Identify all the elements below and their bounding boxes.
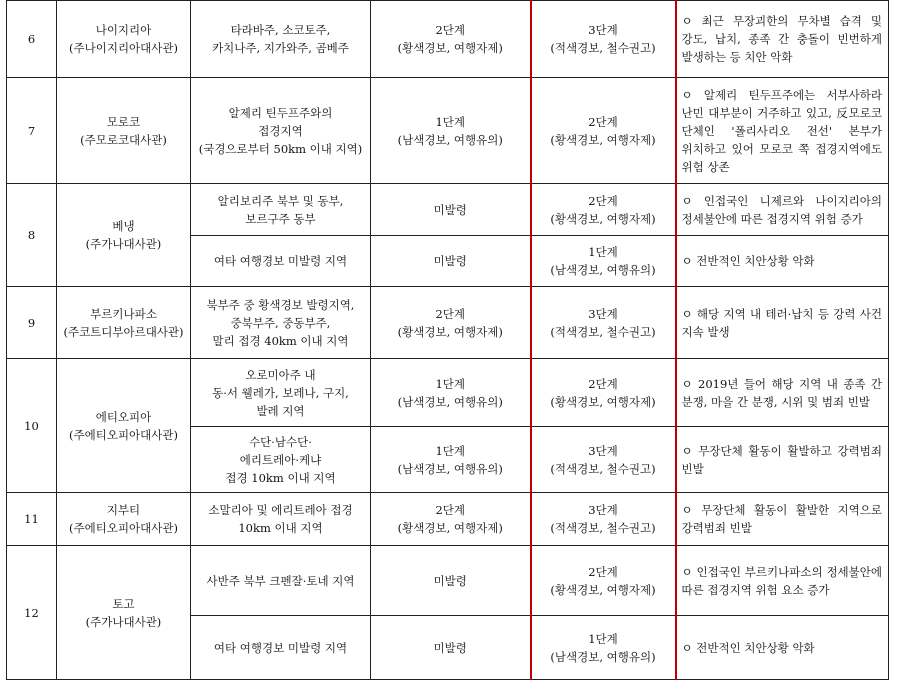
region-line: 북부주 중 황색경보 발령지역, xyxy=(206,297,355,312)
adjusted-level-cell xyxy=(531,1,676,78)
row-number: 10 xyxy=(24,418,39,433)
current-level-cell xyxy=(371,359,531,427)
reason-cell xyxy=(676,493,889,546)
region-line: 수단·남수단· xyxy=(249,434,312,449)
row-number-cell xyxy=(7,1,57,78)
adjusted-level-detail: (황색경보, 여행자제) xyxy=(550,582,656,597)
adjusted-level-detail: (황색경보, 여행자제) xyxy=(550,211,656,226)
current-level-detail: (남색경보, 여행유의) xyxy=(397,132,503,147)
row-number: 12 xyxy=(24,605,39,620)
country-name: 베냉 xyxy=(112,219,135,233)
table-row xyxy=(7,1,889,78)
country-name: 모로코 xyxy=(106,114,141,129)
region-line: 중북부주, 중동부주, xyxy=(230,315,331,330)
region-line: 알리보리주 북부 및 동부, xyxy=(217,193,344,208)
country-cell xyxy=(57,359,191,493)
adjusted-level-cell xyxy=(531,78,676,184)
reason-text: ㅇ 전반적인 치안상황 악화 xyxy=(681,254,815,268)
adjusted-level-cell xyxy=(531,184,676,236)
embassy-name: (주에티오피아대사관) xyxy=(69,521,178,535)
reason-text: ㅇ 무장단체 활동이 활발하고 강력범죄 빈발 xyxy=(681,443,882,476)
current-level-cell xyxy=(371,493,531,546)
region-line: 소말리아 및 에리트레아 접경 xyxy=(208,503,353,517)
reason-cell xyxy=(676,287,889,359)
current-level-detail: (황색경보, 여행자제) xyxy=(397,41,503,55)
adjusted-level: 2단계 xyxy=(588,193,618,208)
current-level: 1단계 xyxy=(435,114,466,129)
reason-text: ㅇ 최근 무장괴한의 무차별 습격 및 강도, 납치, 종족 간 충돌이 빈번하게 발생하는 등 치안 악화 xyxy=(681,14,882,64)
reason-cell xyxy=(676,236,889,287)
country-name: 토고 xyxy=(112,596,135,611)
reason-cell xyxy=(676,546,889,616)
current-level: 미발령 xyxy=(433,202,467,217)
table-row xyxy=(7,184,889,236)
row-number-cell xyxy=(7,184,57,287)
region-line: 보르구주 동부 xyxy=(245,211,316,226)
current-level: 미발령 xyxy=(433,640,467,655)
adjusted-level-detail: (남색경보, 여행유의) xyxy=(550,649,656,664)
country-cell xyxy=(57,78,191,184)
region-cell xyxy=(191,359,371,427)
region-cell xyxy=(191,184,371,236)
adjusted-level-detail: (적색경보, 철수권고) xyxy=(550,41,656,55)
region-line: 접경지역 xyxy=(258,123,303,138)
adjusted-level-cell xyxy=(531,287,676,359)
reason-text: ㅇ 해당 지역 내 테러·납치 등 강력 사건 지속 발생 xyxy=(681,306,882,339)
current-level-detail: (남색경보, 여행유의) xyxy=(397,461,503,476)
current-level: 미발령 xyxy=(433,254,467,268)
current-level: 2단계 xyxy=(435,23,466,37)
region-line: 여타 여행경보 미발령 지역 xyxy=(213,254,348,268)
table-row xyxy=(7,359,889,427)
reason-text: ㅇ 2019년 들어 해당 지역 내 종족 간 분쟁, 마을 간 분쟁, 시위 및 범죄 빈발 xyxy=(681,376,882,409)
region-line: 타라바주, 소코토주, xyxy=(230,23,331,37)
adjusted-level: 3단계 xyxy=(588,443,618,458)
travel-alert-table xyxy=(6,0,889,680)
embassy-name: (주나이지리아대사관) xyxy=(69,41,178,55)
country-cell xyxy=(57,1,191,78)
country-name: 지부티 xyxy=(106,503,141,517)
adjusted-level: 2단계 xyxy=(588,376,618,391)
adjusted-level: 1단계 xyxy=(588,631,618,646)
adjusted-level-cell xyxy=(531,236,676,287)
region-cell xyxy=(191,236,371,287)
row-number-cell xyxy=(7,546,57,680)
current-level-cell xyxy=(371,616,531,680)
table-row xyxy=(7,546,889,616)
reason-cell xyxy=(676,184,889,236)
table-row xyxy=(7,493,889,546)
adjusted-level-cell xyxy=(531,359,676,427)
reason-cell xyxy=(676,78,889,184)
embassy-name: (주모로코대사관) xyxy=(80,132,167,147)
country-name: 나이지리아 xyxy=(95,23,152,37)
reason-text: ㅇ 알제리 틴두프주에는 서부사하라 난민 대부분이 거주하고 있고, 反모로코 단체인 '폴리사리오 전선' 본부가 위치하고 있어 모로코 쪽 접경지역에도 위험 상존 xyxy=(681,87,882,174)
current-level-cell xyxy=(371,1,531,78)
reason-text: ㅇ 전반적인 치안상황 악화 xyxy=(681,640,815,655)
region-line: 알제리 틴두프주와의 xyxy=(228,105,333,120)
current-level: 1단계 xyxy=(435,443,466,458)
country-cell xyxy=(57,184,191,287)
region-cell xyxy=(191,287,371,359)
row-number: 11 xyxy=(24,512,39,526)
row-number-cell xyxy=(7,493,57,546)
table-row xyxy=(7,287,889,359)
adjusted-level: 3단계 xyxy=(588,23,618,37)
row-number: 9 xyxy=(27,315,36,330)
region-line: 발레 지역 xyxy=(256,403,305,418)
adjusted-level-cell xyxy=(531,493,676,546)
region-cell xyxy=(191,1,371,78)
current-level: 2단계 xyxy=(435,503,466,517)
current-level-cell xyxy=(371,184,531,236)
region-line: 접경 10km 이내 지역 xyxy=(225,470,336,485)
adjusted-level: 1단계 xyxy=(588,245,618,259)
embassy-name: (주코트디부아르대사관) xyxy=(63,324,184,339)
region-line: (국경으로부터 50km 이내 지역) xyxy=(198,141,363,156)
table-body xyxy=(7,1,889,680)
adjusted-level-cell xyxy=(531,546,676,616)
adjusted-level: 2단계 xyxy=(588,564,618,579)
embassy-name: (주에티오피아대사관) xyxy=(69,427,178,442)
current-level-detail: (황색경보, 여행자제) xyxy=(397,521,503,535)
current-level: 2단계 xyxy=(435,306,466,321)
embassy-name: (주가나대사관) xyxy=(85,237,162,251)
row-number: 6 xyxy=(27,32,36,46)
row-number: 7 xyxy=(27,123,36,138)
current-level: 1단계 xyxy=(435,376,466,391)
reason-cell xyxy=(676,427,889,493)
region-line: 말리 접경 40km 이내 지역 xyxy=(212,333,349,348)
region-line: 여타 여행경보 미발령 지역 xyxy=(213,640,348,655)
adjusted-level-detail: (적색경보, 철수권고) xyxy=(550,461,656,476)
region-line: 오로미아주 내 xyxy=(245,367,316,382)
table-row xyxy=(7,78,889,184)
current-level-cell xyxy=(371,287,531,359)
reason-cell xyxy=(676,1,889,78)
row-number: 8 xyxy=(27,228,36,242)
adjusted-level-detail: (적색경보, 철수권고) xyxy=(550,521,656,535)
region-cell xyxy=(191,493,371,546)
embassy-name: (주가나대사관) xyxy=(85,614,162,629)
region-line: 동·서 웰레가, 보레나, 구지, xyxy=(212,385,349,400)
current-level-detail: (황색경보, 여행자제) xyxy=(397,324,503,339)
current-level-cell xyxy=(371,78,531,184)
region-line: 사반주 북부 크펜잘·토네 지역 xyxy=(206,573,355,588)
current-level-cell xyxy=(371,427,531,493)
adjusted-level: 3단계 xyxy=(588,306,618,321)
country-cell xyxy=(57,287,191,359)
reason-text: ㅇ 인접국인 니제르와 나이지리아의 정세불안에 따른 접경지역 위험 증가 xyxy=(681,193,882,226)
country-cell xyxy=(57,546,191,680)
reason-cell xyxy=(676,616,889,680)
row-number-cell xyxy=(7,287,57,359)
row-number-cell xyxy=(7,359,57,493)
adjusted-level-detail: (적색경보, 철수권고) xyxy=(550,324,656,339)
country-name: 에티오피아 xyxy=(95,409,152,424)
region-cell xyxy=(191,427,371,493)
current-level-cell xyxy=(371,546,531,616)
adjusted-level-detail: (남색경보, 여행유의) xyxy=(550,263,656,277)
reason-text: ㅇ 무장단체 활동이 활발한 지역으로 강력범죄 빈발 xyxy=(681,503,882,535)
adjusted-level-cell xyxy=(531,616,676,680)
region-line: 에리트레아·케냐 xyxy=(239,452,322,467)
reason-text: ㅇ 인접국인 부르키나파소의 정세불안에 따른 접경지역 위험 요소 증가 xyxy=(681,564,882,597)
reason-cell xyxy=(676,359,889,427)
region-cell xyxy=(191,78,371,184)
adjusted-level-cell xyxy=(531,427,676,493)
region-cell xyxy=(191,546,371,616)
country-name: 부르키나파소 xyxy=(90,306,157,321)
adjusted-level-detail: (황색경보, 여행자제) xyxy=(550,132,656,147)
adjusted-level: 2단계 xyxy=(588,114,618,129)
adjusted-level-detail: (황색경보, 여행자제) xyxy=(550,394,656,409)
region-cell xyxy=(191,616,371,680)
region-line: 10km 이내 지역 xyxy=(238,521,323,535)
adjusted-level: 3단계 xyxy=(588,503,618,517)
current-level: 미발령 xyxy=(433,573,467,588)
current-level-detail: (남색경보, 여행유의) xyxy=(397,394,503,409)
region-line: 카치나주, 지가와주, 곰베주 xyxy=(212,41,349,55)
current-level-cell xyxy=(371,236,531,287)
country-cell xyxy=(57,493,191,546)
row-number-cell xyxy=(7,78,57,184)
